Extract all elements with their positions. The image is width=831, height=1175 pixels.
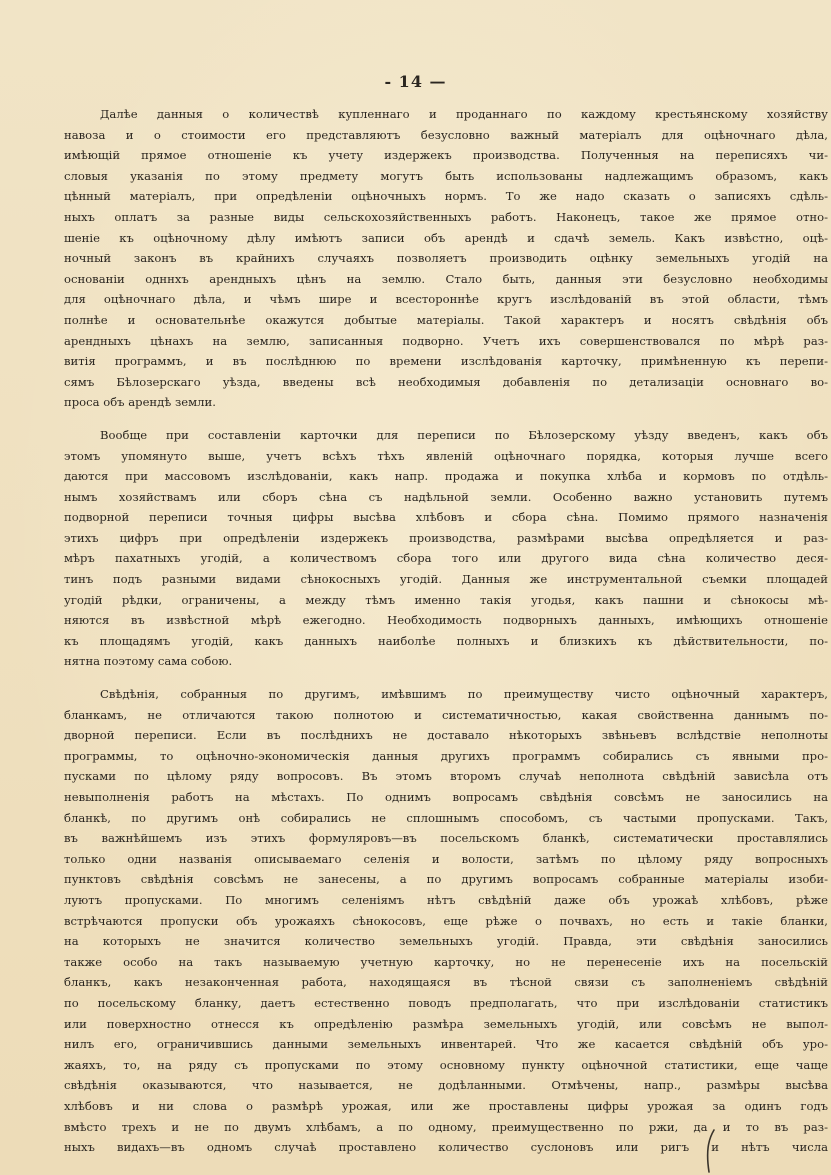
text-line: для оцѣночнаго дѣла, и чѣмъ шире и всестороннѣе кругъ изслѣдованій въ этой области, тѣмъ [64, 292, 828, 307]
text-line: ночный законъ въ крайнихъ случаяхъ позволяетъ производить оцѣнку земельныхъ угодій на [64, 251, 828, 266]
text-line: навоза и о стоимости его представляютъ безусловно важный матеріалъ для оцѣночнаго дѣла, [64, 127, 828, 142]
paragraph-2 [64, 425, 828, 672]
text-line: дворной переписи. Если въ послѣднихъ не доставало нѣкоторыхъ звѣньевъ вслѣдствіе неполноты [64, 728, 828, 743]
text-line: основаніи одннхъ арендныхъ цѣнъ на землю. Стало быть, данныя эти безусловно необходимы [64, 271, 828, 286]
text-line: программы, то оцѣночно-экономическія данныя другихъ программъ собирались съ явными про- [64, 748, 828, 763]
text-line: угодій рѣдки, ограничены, а между тѣмъ именно такія угодья, какъ пашни и сѣнокосы мѣ- [64, 592, 828, 607]
text-line: бланкъ, какъ незаконченная работа, находящаяся въ тѣсной связи съ заполненіемъ свѣдѣній [64, 975, 828, 990]
text-line: няются въ извѣстной мѣрѣ ежегодно. Необходимость подворныхъ данныхъ, имѣющихъ отношеніе [64, 613, 828, 628]
text-line: этомъ упомянуто выше, учетъ всѣхъ тѣхъ явленій оцѣночнаго порядка, которыя лучше всего [64, 448, 828, 463]
text-line: мѣръ пахатныхъ угодій, а количествомъ сбора того или другого вида сѣна количество деся- [64, 551, 828, 566]
text-line: нилъ его, ограничившись данными земельныхъ инвентарей. Что же касается свѣдѣній объ уро- [64, 1037, 828, 1052]
text-line: Вообще при составленіи карточки для переписи по Бѣлозерскому уѣзду введенъ, какъ объ [100, 427, 828, 442]
paragraph-3 [64, 684, 828, 1158]
paragraph-1 [64, 104, 828, 413]
text-line: тинъ подъ разными видами сѣнокосныхъ угодій. Данныя же инструментальной съемки площадей [64, 572, 828, 587]
text-line: пунктовъ свѣдѣнія совсѣмъ не занесены, а по другимъ вопросамъ собранные матеріалы изоби- [64, 872, 828, 887]
text-line: витія программъ, и въ послѣднюю по времени изслѣдованія карточку, примѣненную къ перепи- [64, 354, 828, 369]
text-line: Свѣдѣнія, собранныя по другимъ, имѣвшимъ по преимуществу чисто оцѣночный характеръ, [100, 687, 828, 702]
text-line: хлѣбовъ и ни слова о размѣрѣ урожая, или же проставлены цифры урожая за одинъ годъ [64, 1098, 828, 1113]
text-line: жаяхъ, то, на ряду съ пропусками по этому основному пункту оцѣночной статистики, еще чаще [64, 1057, 828, 1072]
text-line: невыполненія работъ на мѣстахъ. По однимъ вопросамъ свѣдѣнія совсѣмъ не заносились на [64, 790, 828, 804]
text-line: или поверхностно отнесся къ опредѣленію размѣра земельныхъ угодій, или совсѣмъ не выпол- [64, 1016, 828, 1031]
text-line: этихъ цифръ при опредѣленіи издержекъ производства, размѣрами высѣва опредѣляется и раз- [64, 530, 828, 545]
text-line: бланкѣ, по другимъ онѣ собирались не сплошнымъ способомъ, съ частыми пропусками. Такъ, [64, 810, 828, 825]
body-text [64, 104, 828, 1158]
text-line: имѣющій прямое отношеніе къ учету издержекъ производства. Полученныя на переписяхъ чи- [64, 148, 828, 163]
text-line: вмѣсто трехъ и не по двумъ хлѣбамъ, а по одному, преимущественно по ржи, да и то въ раз- [64, 1119, 828, 1134]
text-line: нятна поэтому сама собою. [64, 654, 233, 669]
text-line: нымъ хозяйствамъ или сборъ сѣна съ надѣльной земли. Особенно важно установить путемъ [64, 489, 828, 504]
text-line: сямъ Бѣлозерскаго уѣзда, введены всѣ необходимыя добавленія по детализаціи основнаго во- [64, 374, 828, 389]
text-line: ныхъ видахъ—въ одномъ случаѣ проставлено количество суслоновъ или ригъ и нѣтъ числа [64, 1140, 828, 1155]
text-line: свѣдѣнія оказываются, что называется, не додѣланными. Отмѣчены, напр., размѣры высѣва [64, 1078, 828, 1093]
text-line: шеніе къ оцѣночному дѣлу имѣютъ записи объ арендѣ и сдачѣ земель. Какъ извѣстно, оцѣ- [64, 230, 828, 245]
text-line: по посельскому бланку, даетъ естественно поводъ предполагать, что при изслѣдованіи статистикъ [64, 995, 828, 1010]
text-line: словыя указанія по этому предмету могутъ быть использованы надлежащимъ образомъ, какъ [64, 168, 828, 183]
pencil-mark-icon [700, 1128, 724, 1174]
text-line: также особо на такъ называемую учетную карточку, но не перенесеніе ихъ на посельскій [64, 954, 828, 969]
text-line: на которыхъ не значится количество земельныхъ угодій. Правда, эти свѣдѣнія заносились [64, 934, 828, 949]
text-line: только одни названія описываемаго селенія и волости, затѣмъ по цѣлому ряду вопросныхъ [64, 851, 828, 866]
text-line: даются при массовомъ изслѣдованіи, какъ напр. продажа и покупка хлѣба и кормовъ по отдѣль- [64, 469, 828, 484]
text-line: въ важнѣйшемъ изъ этихъ формуляровъ—въ посельскомъ бланкѣ, систематически проставлялись [64, 831, 828, 846]
text-line: къ площадямъ угодій, какъ данныхъ наиболѣе полныхъ и близкихъ къ дѣйствительности, по- [64, 633, 828, 648]
text-line: арендныхъ цѣнахъ на землю, записанныя подворно. Учетъ ихъ совершенствовался по мѣрѣ раз- [64, 333, 828, 348]
text-line: Далѣе данныя о количествѣ купленнаго и проданнаго по каждому крестьянскому хозяйству [100, 107, 828, 121]
text-line: подворной переписи точныя цифры высѣва хлѣбовъ и сбора сѣна. Помимо прямого назначенія [64, 510, 828, 525]
page-number: - 14 — [384, 72, 447, 91]
text-line: полнѣе и основательнѣе окажутся добытые матеріалы. Такой характеръ и носятъ свѣдѣнія объ [64, 312, 828, 327]
text-line: луютъ пропусками. По многимъ селеніямъ нѣтъ свѣдѣній даже объ урожаѣ хлѣбовъ, рѣже [64, 892, 828, 907]
text-line: бланкамъ, не отличаются такою полнотою и систематичностью, какая свойственна даннымъ по- [64, 707, 828, 722]
text-line: встрѣчаются пропуски объ урожаяхъ сѣнокосовъ, еще рѣже о почвахъ, но есть и такіе бланки, [64, 913, 828, 928]
text-line: цѣнный матеріалъ, при опредѣленіи оцѣночныхъ нормъ. То же надо сказать о записяхъ сдѣль- [64, 189, 828, 204]
text-line: ныхъ оплатъ за разные виды сельскохозяйственныхъ работъ. Наконецъ, такое же прямое отно- [64, 209, 828, 224]
text-line: проса объ арендѣ земли. [64, 395, 216, 410]
text-line: пусками по цѣлому ряду вопросовъ. Въ этомъ второмъ случаѣ неполнота свѣдѣній зависѣла отъ [64, 769, 828, 784]
